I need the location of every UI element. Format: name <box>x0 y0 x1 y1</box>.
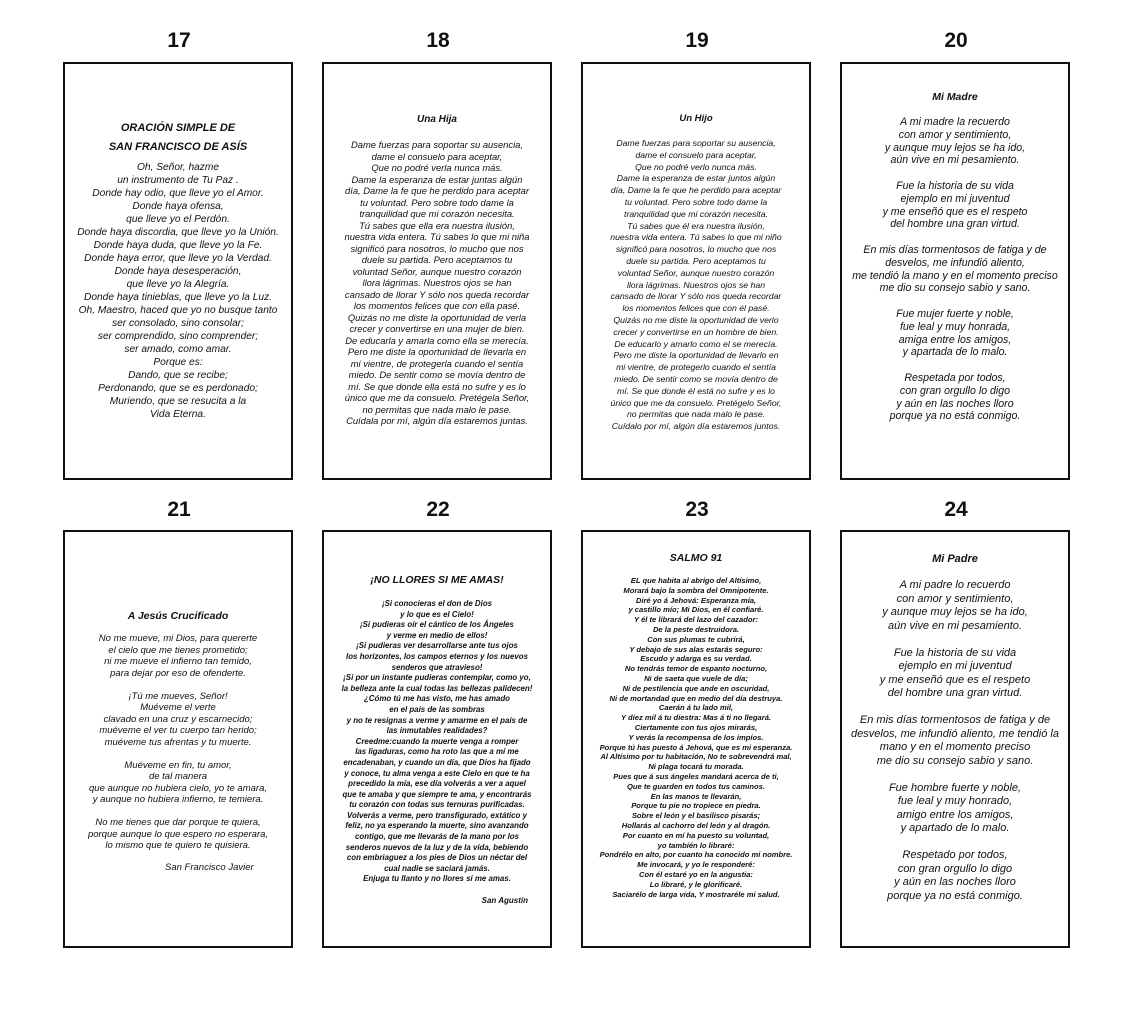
prayer-card-24 <box>840 530 1070 948</box>
prayer-card-17 <box>63 62 293 480</box>
card-number-22: 22 <box>426 498 450 521</box>
card-number-24: 24 <box>944 498 968 521</box>
card-body: EL que habita al abrigo del Altísimo, Morará bajo la sombra del Omnipotente. Diré yo á Jehová: Esperanza mía, y castillo mío; Mi Dios, en él confiaré. Y él te librará del lazo del cazador: De la peste destruidora. Con sus plumas te cubrirá, Y debajo de sus alas estarás seguro: Escudo y adarga es su verdad. No tendrás temor de espanto nocturno, Ni de saeta que vuele de día; Ni de pestilencia que ande en oscuridad, Ni de mortandad que en medio del día destruya. Caerán á tu lado mil, Y diez mil á tu diestra: Mas á ti no llegará. Ciertamente con tus ojos mirarás, Y verás la recompensa de los impíos. Porque tú has puesto á Jehová, que es mi esperanza. Al Altísimo por tu habitación, No te sobrevendrá mal, Ni plaga tocará tu morada. Pues que á sus ángeles mandará acerca de ti, Que te guarden en todos tus caminos. En las manos te llevarán, Porque tu pie no tropiece en piedra. Sobre el león y el basilisco pisarás; Hollarás al cachorro del león y al dragón. Por cuanto en mí ha puesto su voluntad, yo también lo libraré: Pondrélo en alto, por cuanto ha conocido mi nombre. Me invocará, y yo le responderé: Con él estaré yo en la angustia: Lo libraré, y le glorificaré. Saciarélo de larga vida, Y mostraréle mi salud. <box>599 576 793 899</box>
card-signature: San Francisco Javier <box>165 861 254 873</box>
card-title: ¡NO LLORES SI ME AMAS! <box>370 574 504 586</box>
card-title: Mi Padre <box>932 553 978 565</box>
card-body: Dame fuerzas para soportar su ausencia, dame el consuelo para aceptar, Que no podré verlo nunca más. Dame la esperanza de estar juntos algún día, Dame la fe que he perdido para aceptar tu voluntad. Pero sobre todo dame la tranquilidad que mi corazón necesita. Tú sabes que él era nuestra ilusión, nuestra vida entera. Tú sabes lo que mi niño significó para nosotros, lo mucho que nos duele su partida. Pero aceptamos tu voluntad Señor, aunque nuestro corazón llora lágrimas. Nuestros ojos se han cansado de llorar Y sólo nos queda recordar los momentos felices que con él pasé. Quizás no me diste la oportunidad de verlo crecer y convertirse en un hombre de bien. De educarlo y amarlo como el se merecía. Pero me diste la oportunidad de llevarlo en mi vientre, de protegerlo cuando el sentía miedo. De sentir como se movía dentro de mí. Se que donde él está no sufre y es lo único que me da consuelo. Pretégelo Señor, no permitas que nada malo le pase. Cuídalo por mí, algún día estaremos juntos. <box>610 138 782 432</box>
card-number-23: 23 <box>685 498 709 521</box>
card-title: A Jesús Crucificado <box>127 610 229 622</box>
card-body: Dame fuerzas para soportar su ausencia, dame el consuelo para aceptar, Que no podré verla nunca más. Dame la esperanza de estar juntas algún día, Dame la fe que he perdido para aceptar tu voluntad. Pero sobre todo dame la tranquilidad que mi corazón necesita. Tú sabes que ella era nuestra ilusión, nuestra vida entera. Tú sabes lo que mi niña significó para nosotros, lo mucho que nos duele su partida. Pero aceptamos tu voluntad Señor, aunque nuestro corazón llora lágrimas. Nuestros ojos se han cansado de llorar Y sólo nos queda recordar los momentos felices que con ella pasé. Quizás no me diste la oportunidad de verla crecer y convertirse en una mujer de bien. De educarla y amarla como ella se merecía. Pero me diste la oportunidad de llevarla en mi vientre, de protegerla cuando el sentía miedo. De sentir como se movía dentro de mí. Se que donde ella está no sufre y es lo único que me da consuelo. Pretégela Señor, no permitas que nada malo le pase. Cuídala por mí, algún día estaremos juntas. <box>344 139 530 426</box>
card-signature: San Agustín <box>481 896 528 906</box>
card-number-18: 18 <box>426 29 450 52</box>
prayer-card-23 <box>581 530 811 948</box>
prayer-card-19 <box>581 62 811 480</box>
card-title: ORACIÓN SIMPLE DE SAN FRANCISCO DE ASÍS <box>108 122 248 153</box>
card-number-17: 17 <box>167 29 191 52</box>
card-body: A mi madre la recuerdo con amor y sentimiento, y aunque muy lejos se ha ido, aún vive en mi pesamiento. Fue la historia de su vida ejemplo en mi juventud y me enseñó que es el respeto del hombre una gran virtud. En mis días tormentosos de fatiga y de desvelos, me infundió aliento, me tendió la mano y en el momento preciso me dio su consejo sabio y sano. Fue mujer fuerte y noble, fue leal y muy honrada, amiga entre los amigos, y apartada de lo malo. Respetada por todos, con gran orgullo lo digo y aún en las noches lloro porque ya no está conmigo. <box>852 116 1058 423</box>
card-body: No me mueve, mi Dios, para quererte el cielo que me tienes prometido; ni me mueve el infierno tan temido, para dejar por eso de ofenderte. ¡Tú me mueves, Señor! Muéveme el verte clavado en una cruz y escarnecido; muéveme el ver tu cuerpo tan herido; muéveme tus afrentas y tu muerte. Muéveme en fin, tu amor, de tal manera que aunque no hubiera cielo, yo te amara, y aunque no hubiera infierno, te temiera. No me tienes que dar porque te quiera, porque aunque lo que espero no esperara, lo mismo que te quiero te quisiera. <box>87 633 269 851</box>
card-title: Mi Madre <box>932 91 978 103</box>
card-number-21: 21 <box>167 498 191 521</box>
card-body: Oh, Señor, hazme un instrumento de Tu Paz . Donde hay odio, que lleve yo el Amor. Donde haya ofensa, que lleve yo el Perdón. Donde haya discordia, que lleve yo la Unión. Donde haya duda, que lleve yo la Fe. Donde haya error, que lleve yo la Verdad. Donde haya desesperación, que lleve yo la Alegría. Donde haya tinieblas, que lleve yo la Luz. Oh, Maestro, haced que yo no busque tanto ser consolado, sino consolar; ser comprendido, sino comprender; ser amado, como amar. Porque es: Dando, que se recibe; Perdonando, que se es perdonado; Muriendo, que se resucita a la Vida Eterna. <box>77 162 279 420</box>
card-number-19: 19 <box>685 29 709 52</box>
card-body: ¡Si conocieras el don de Dios y lo que es el Cielo! ¡Si pudieras oír el cántico de los Ángeles y verme en medio de ellos! ¡Si pudieras ver desarrollarse ante tus ojos los horizontes, los campos eternos y los nuevos senderos que atravieso! ¡Si por un instante pudieras contemplar, como yo, la belleza ante la cual todas las bellezas palidecen! ¿Cómo tú me has visto, me has amado en el país de las sombras y no te resignas a verme y amarme en el país de las inmutables realidades? Creedme:cuando la muerte venga a romper las ligaduras, como ha roto las que a mí me encadenaban, y cuando un día, que Dios ha fijado y conoce, tu alma venga a este Cielo en que te ha precedido la mía, ese día volverás a ver a aquel que te amaba y que siempre te ama, y encontrarás tu corazón con todas sus ternuras purificadas. Volverás a verme, pero transfigurado, extático y feliz, no ya esperando la muerte, sino avanzando contigo, que me llevarás de la mano por los senderos nuevos de la luz y de la vida, bebiendo con embriaguez a los pies de Dios un néctar del cual nadie se saciará jamás. Enjuga tu llanto y no llores si me amas. <box>341 599 533 884</box>
card-body: A mi padre lo recuerdo con amor y sentimiento, y aunque muy lejos se ha ido, aún vive en mi pesamiento. Fue la historia de su vida ejemplo en mi juventud y me enseñó que es el respeto del hombre una gran virtud. En mis días tormentosos de fatiga y de desvelos, me infundió aliento, me tendió la mano y en el momento preciso me dio su consejo sabio y sano. Fue hombre fuerte y noble, fue leal y muy honrado, amigo entre los amigos, y apartado de lo malo. Respetado por todos, con gran orgullo lo digo y aún en las noches lloro porque ya no está conmigo. <box>851 579 1059 902</box>
prayer-card-22 <box>322 530 552 948</box>
prayer-card-21 <box>63 530 293 948</box>
card-number-20: 20 <box>944 29 968 52</box>
card-title: Un Hijo <box>679 113 713 124</box>
card-title: SALMO 91 <box>669 552 723 564</box>
card-title: Una Hija <box>416 114 457 125</box>
prayer-card-18 <box>322 62 552 480</box>
prayer-card-20 <box>840 62 1070 480</box>
